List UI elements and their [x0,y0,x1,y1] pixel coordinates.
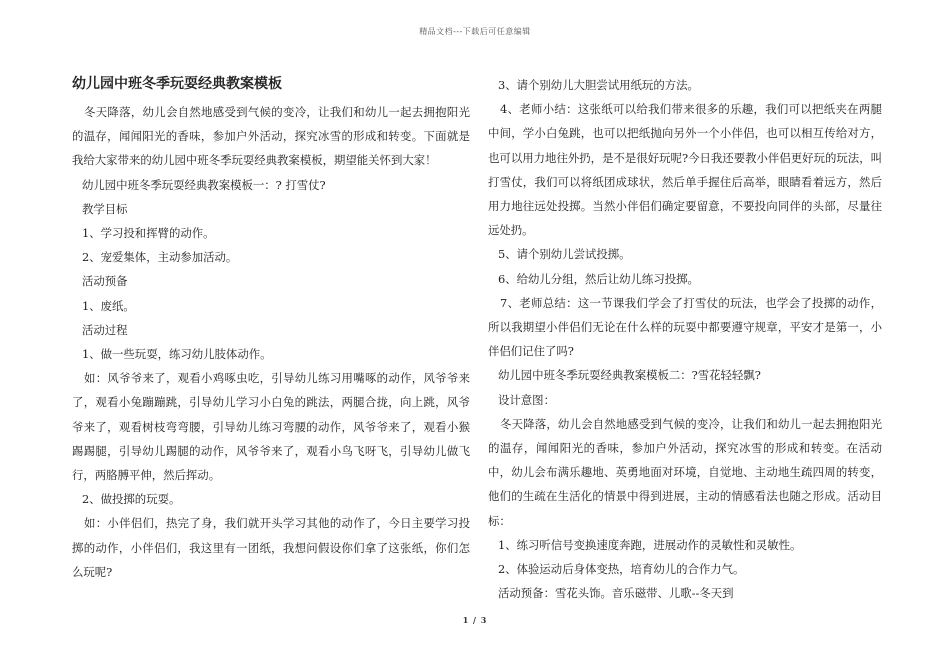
right-column [488,73,882,605]
section-heading-one: 幼儿园中班冬季玩耍经典教案模板一：? 打雪仗? [82,177,326,192]
list-item: 2、做投掷的玩耍。 [82,492,181,507]
list-item: 1、学习投和挥臂的动作。 [82,226,215,241]
list-item: 1、做一些玩耍，练习幼儿肢体动作。 [82,347,272,362]
subheading-design-intent: 设计意图： [498,392,555,407]
page-header: 精品文档---下载后可任意编辑 [419,27,531,36]
intro-paragraph: 冬天降落，幼儿会自然地感受到气候的变冷，让我们和幼儿一起去拥抱阳光的温存，闻闻阳光的香味，参加户外活动，探究冰雪的形成和转变。下面就是我给大家带来的幼儿园中班冬季玩耍经典教案模板，期望能关怀到大家！ [72,105,470,168]
left-column [72,74,470,584]
page-number: 1 / 3 [462,615,488,625]
list-item: 3、请个别幼儿大胆尝试用纸玩的方法。 [498,78,699,92]
subheading-process: 活动过程 [82,322,128,337]
body-paragraph: 4、老师小结：这张纸可以给我们带来很多的乐趣，我们可以把纸夹在两腿中间，学小白兔跳，也可以把纸抛向另外一个小伴侣，也可以相互传给对方，也可以用力地往外扔，是不是很好玩呢?今日我还要教小伴侣更好玩的玩法，叫打雪仗，我们可以将纸团成球状，然后单手握住后高举，眼睛看着远方，然后用力地往远处投掷。当然小伴侣们确定要留意，不要投向同伴的头部，尽量往远处扔。 [488,102,882,238]
subheading-preparation: 活动预备 [82,274,128,289]
body-paragraph: 7、老师总结：这一节课我们学会了打雪仗的玩法，也学会了投掷的动作，所以我期望小伴侣们无论在什么样的玩耍中都要遵守规章，平安才是第一，小伴侣们记住了吗? [488,295,882,359]
list-item: 1、练习听信号变换速度奔跑，进展动作的灵敏性和灵敏性。 [498,537,802,552]
list-item: 1、废纸。 [82,298,135,313]
list-item: 活动预备：雪花头饰。音乐磁带、儿歌--冬天到 [498,586,734,601]
list-item: 6、给幼儿分组，然后让幼儿练习投掷。 [498,271,699,286]
body-paragraph: 如：小伴侣们，热完了身，我们就开头学习其他的动作了，今日主要学习投掷的动作，小伴侣们，我这里有一团纸，我想问假设你们拿了这张纸，你们怎么玩呢? [72,516,470,579]
section-heading-two: 幼儿园中班冬季玩耍经典教案模板二：?雪花轻轻飘? [498,368,761,383]
subheading-teaching-goals: 教学目标 [82,201,128,216]
list-item: 5、请个别幼儿尝试投掷。 [498,247,631,262]
document-title: 幼儿园中班冬季玩耍经典教案模板 [72,76,282,92]
body-paragraph: 如：风爷爷来了，观看小鸡啄虫吃，引导幼儿练习用嘴啄的动作，风爷爷来了，观看小兔蹦蹦跳，引导幼儿学习小白兔的跳法，两腿合拢，向上跳，风爷爷来了，观看树枝弯弯腰，引导幼儿练习弯腰的动作，风爷爷来了，观看小猴踢踢腿，引导幼儿踢腿的动作，风爷爷来了，观看小鸟飞呀飞，引导幼儿做飞行，两胳膊平伸，然后挥动。 [72,371,470,483]
list-item: 2、宠爱集体，主动参加活动。 [82,250,238,265]
list-item: 2、体验运动后身体变热，培育幼儿的合作力气。 [498,562,745,577]
body-paragraph: 冬天降落，幼儿会自然地感受到气候的变冷，让我们和幼儿一起去拥抱阳光的温存，闻闻阳光的香味，参加户外活动，探究冰雪的形成和转变。在活动中，幼儿会布满乐趣地、英勇地面对环境，自觉地、主动地生疏四周的转变，他们的生疏在生活化的情景中得到进展，主动的情感看法也随之形成。活动目标： [488,416,882,528]
